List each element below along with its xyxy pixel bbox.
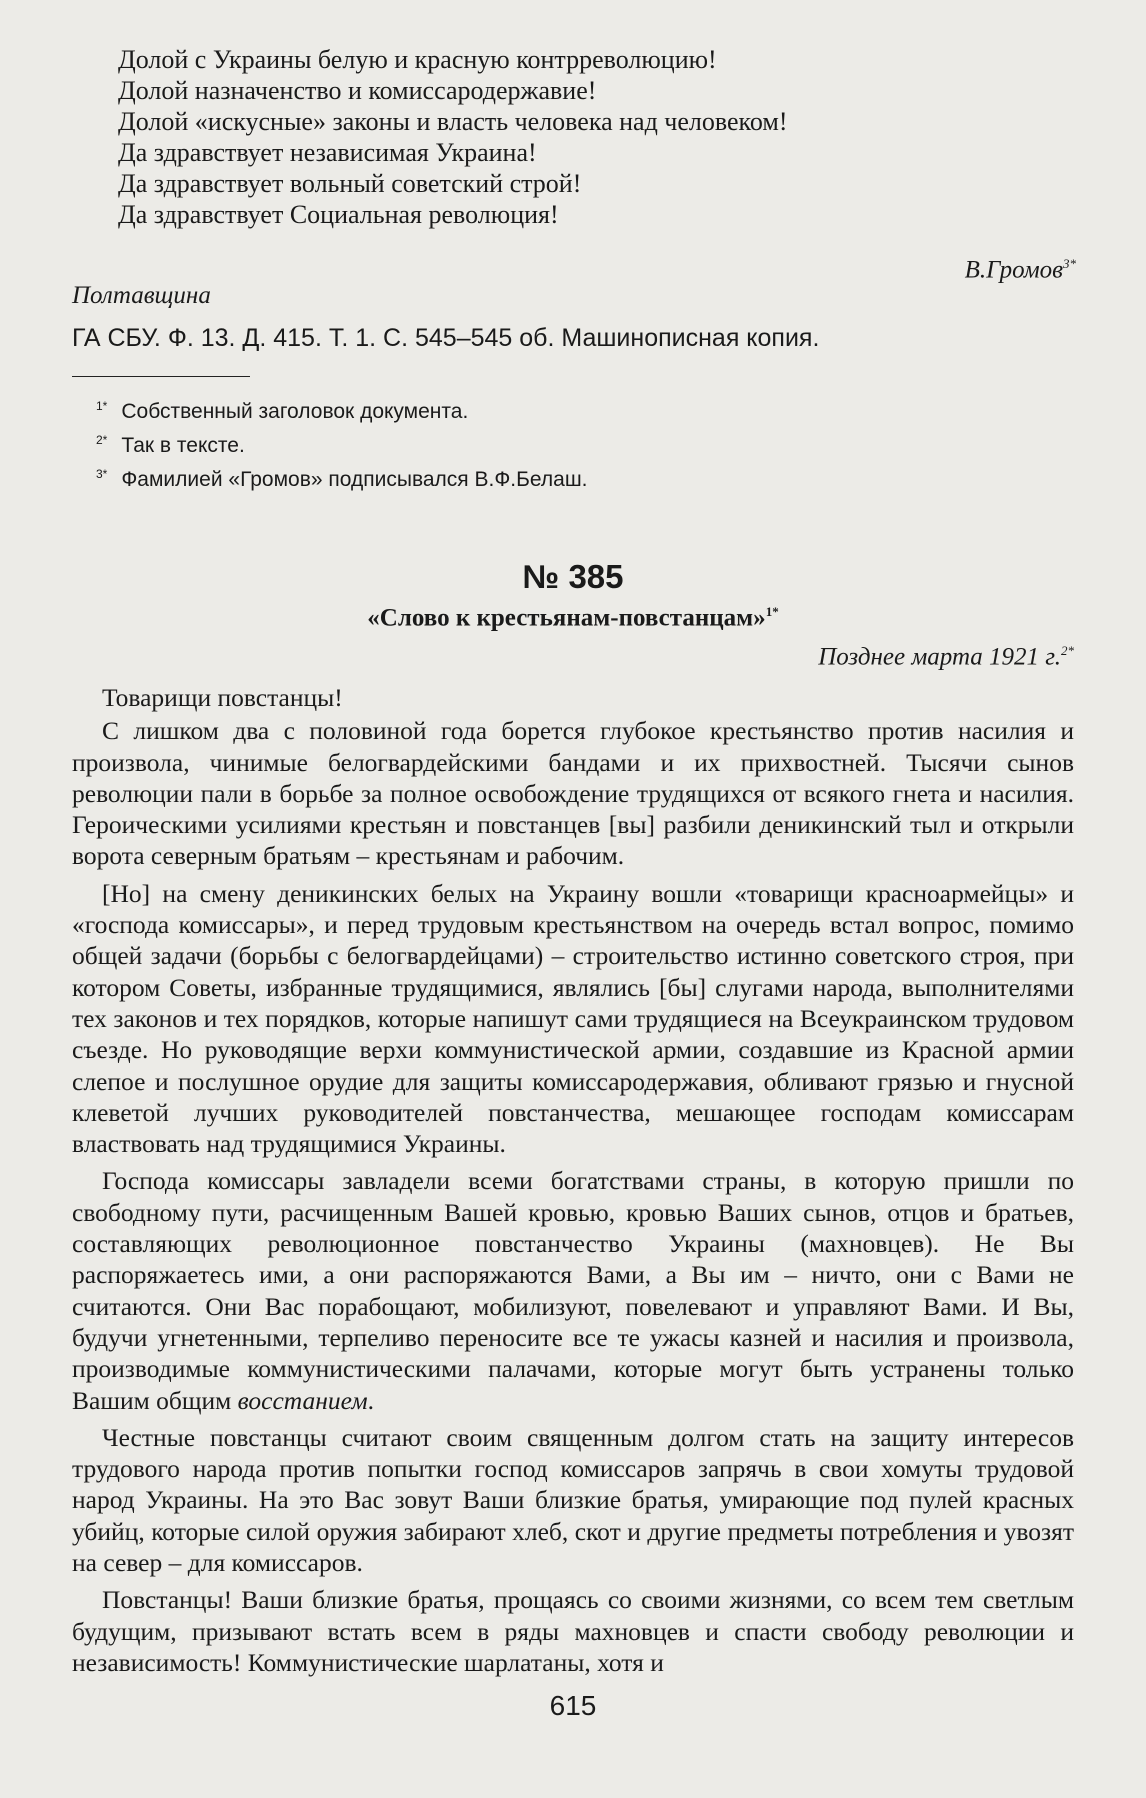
- paragraph-end: .: [367, 1385, 374, 1415]
- slogan-line: Долой «искусные» законы и власть человека над человеком!: [118, 107, 788, 136]
- document-number: № 385: [522, 558, 624, 595]
- paragraph-text: Господа комиссары завладели всеми богатствами страны, в которую пришли по свободному пути, расчищенным Вашей кровью, кровью Ваших сынов, отцов и братьев, составляющих революционное повстанчество Украины (махновцев). Не Вы распоряжаетесь ими, а они распоряжаются Вами, а Вы им – ничто, они с Вами не считаются. Они Вас порабощают, мобилизуют, повелевают и управляют Вами. И Вы, будучи угнетенными, терпеливо переносите все те ужасы казней и насилия и произвола, производимые коммунистическими палачами, которые могут быть устранены только Вашим общим: [72, 1166, 1074, 1415]
- document-body: [72, 682, 1074, 1684]
- paragraph: Честные повстанцы считают своим священным долгом стать на защиту интересов трудового народа против попытки господ комиссаров запрячь в свои хомуты трудовой народ Украины. На это Вас зовут Ваши близкие братья, умирающие под пулей красных убийц, которые силой оружия забирают хлеб, скот и другие предметы потребления и увозят на север – для комиссаров.: [72, 1422, 1074, 1578]
- slogan-line: Да здравствует независимая Украина!: [118, 138, 537, 167]
- footnote-mark: 1*: [96, 399, 108, 413]
- footnote-mark: 2*: [1061, 643, 1074, 658]
- signature-name: В.Громов: [964, 256, 1063, 284]
- document-date: [818, 643, 1074, 671]
- document-title: [0, 604, 1146, 632]
- region-label: Полтавщина: [72, 282, 211, 309]
- footnotes: [96, 392, 588, 494]
- footnote: [96, 392, 588, 426]
- footnote-text: Фамилией «Громов» подписывался В.Ф.Белаш.: [121, 468, 588, 491]
- page-number: 615: [549, 1690, 597, 1721]
- paragraph: [72, 1165, 1074, 1415]
- paragraph: С лишком два с половиной года борется глубокое крестьянство против насилия и произвола, чинимые белогвардейскими бандами и их прихвостней. Тысячи сынов революции пали в борьбе за полное освобождение трудящихся от всякого гнета и насилия. Героическими усилиями крестьян и повстанцев [вы] разбили деникинский тыл и открыли ворота северным братьям – крестьянам и рабочим.: [72, 716, 1074, 871]
- footnote: [96, 460, 588, 494]
- footnote-mark: 2*: [96, 433, 108, 447]
- slogan-line: Да здравствует Социальная революция!: [118, 200, 559, 229]
- signature: [965, 256, 1076, 284]
- slogan-line: Да здравствует вольный советский строй!: [118, 169, 582, 198]
- paragraph: [Но] на смену деникинских белых на Украину вошли «товарищи красноармейцы» и «господа комиссары», и перед трудовым крестьянством на очередь встал вопрос, помимо общей задачи (борьбы с белогвардейцами) – строительство истинно советского строя, при котором Советы, избранные трудящимися, являлись [бы] слугами народа, выполнителями тех законов и тех порядков, которые напишут сами трудящиеся на Всеукраинском трудовом съезде. Но руководящие верхи коммунистической армии, создавшие из Красной армии слепое и послушное орудие для защиты комиссародержавия, обливают грязью и гнусной клеветой лучших руководителей повстанчества, мешающее господам комиссарам властвовать над трудящимися Украины.: [72, 878, 1074, 1159]
- footnote-text: Так в тексте.: [121, 434, 245, 457]
- slogan-line: Долой назначенство и комиссародержавие!: [118, 76, 597, 105]
- salutation: Товарищи повстанцы!: [102, 683, 343, 712]
- footnote: [96, 426, 588, 460]
- document-title-text: «Слово к крестьянам-повстанцам»: [367, 604, 766, 632]
- footnote-mark: 3*: [96, 467, 108, 481]
- footnote-mark: 1*: [765, 604, 779, 619]
- archive-source: ГА СБУ. Ф. 13. Д. 415. Т. 1. С. 545–545 об. Машинописная копия.: [72, 324, 820, 352]
- footnote-mark: 3*: [1063, 256, 1076, 271]
- slogans-block: [72, 44, 1074, 230]
- footnote-text: Собственный заголовок документа.: [121, 400, 469, 423]
- slogan-line: Долой с Украины белую и красную контрреволюцию!: [118, 45, 717, 74]
- document-date-text: Позднее марта 1921 г.: [818, 643, 1061, 671]
- paragraph: Повстанцы! Ваши близкие братья, прощаясь со своими жизнями, со всем тем светлым будущим, призывают встать всем в ряды махновцев и спасти свободу революции и независимость! Коммунистические шарлатаны, хотя и: [72, 1585, 1074, 1677]
- footnote-divider: [72, 376, 250, 377]
- emphasis-text: восстанием: [237, 1385, 368, 1415]
